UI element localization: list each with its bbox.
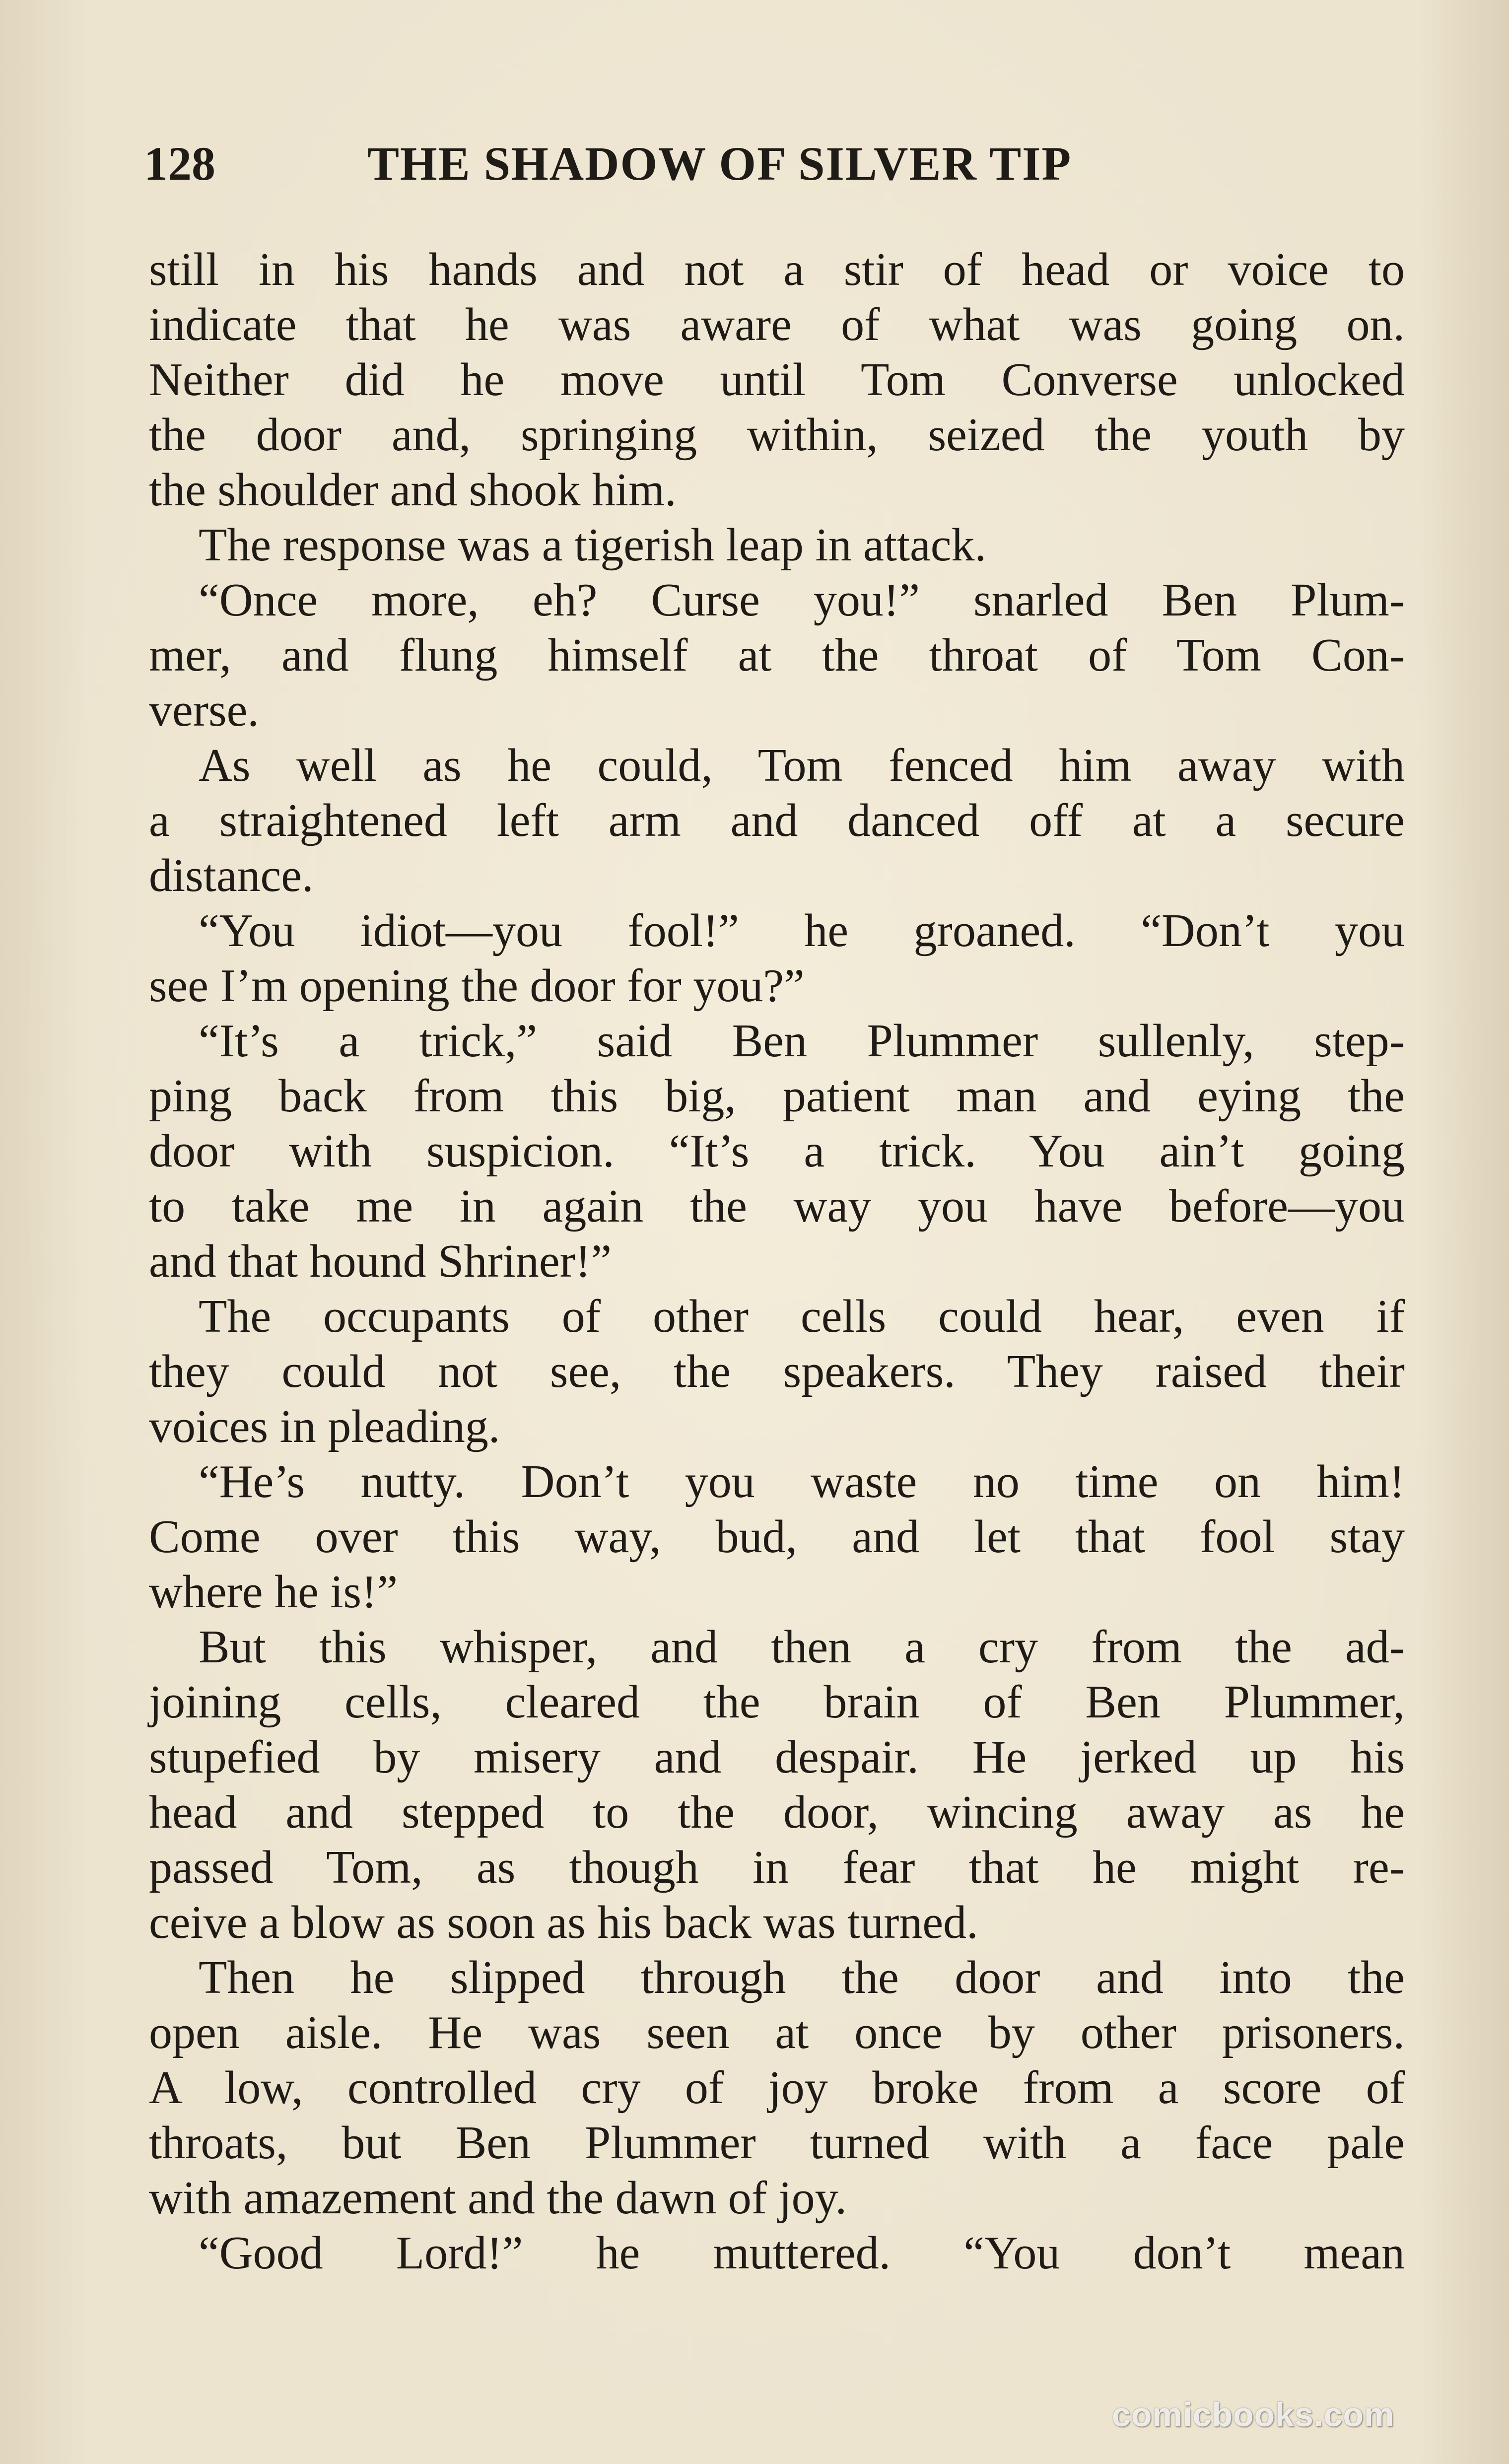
text-line: “Good Lord!” he muttered. “You don’t mean — [199, 2227, 1405, 2279]
running-title: THE SHADOW OF SILVER TIP — [367, 137, 1072, 190]
text-line: Neither did he move until Tom Converse unlocked — [149, 354, 1405, 406]
text-line: throats, but Ben Plummer turned with a face pale — [149, 2117, 1405, 2169]
page-header — [144, 132, 1405, 196]
text-line: stupefied by misery and despair. He jerked up his — [149, 1731, 1405, 1783]
text-line: with amazement and the dawn of joy. — [149, 2172, 847, 2224]
text-line: see I’m opening the door for you?” — [149, 960, 805, 1012]
text-line: still in his hands and not a stir of head or voice to — [149, 244, 1405, 295]
page-number: 128 — [144, 137, 215, 190]
text-line: a straightened left arm and danced off at a secure — [149, 795, 1405, 846]
text-line: the shoulder and shook him. — [149, 464, 677, 516]
text-line: As well as he could, Tom fenced him away with — [199, 740, 1405, 791]
text-line: ping back from this big, patient man and eying the — [149, 1070, 1405, 1122]
text-line: But this whisper, and then a cry from the ad- — [199, 1621, 1405, 1673]
text-line: joining cells, cleared the brain of Ben Plummer, — [149, 1676, 1405, 1728]
text-line: “He’s nutty. Don’t you waste no time on him! — [199, 1456, 1405, 1507]
text-line: mer, and flung himself at the throat of Tom Con- — [149, 629, 1405, 681]
body-text — [149, 242, 1405, 2281]
text-line: Come over this way, bud, and let that fool stay — [149, 1511, 1405, 1563]
text-line: head and stepped to the door, wincing away as he — [149, 1786, 1405, 1838]
text-line: Then he slipped through the door and into the — [199, 1952, 1405, 2003]
text-line: “It’s a trick,” said Ben Plummer sullenly, step- — [199, 1015, 1405, 1067]
text-line: to take me in again the way you have before—you — [149, 1180, 1405, 1232]
text-line: they could not see, the speakers. They raised their — [149, 1346, 1405, 1397]
text-line: passed Tom, as though in fear that he might re- — [149, 1842, 1405, 1893]
watermark: comicbooks.com — [1112, 2396, 1395, 2434]
text-line: verse. — [149, 684, 259, 736]
text-line: voices in pleading. — [149, 1401, 500, 1452]
text-line: door with suspicion. “It’s a trick. You ain’t going — [149, 1125, 1405, 1177]
text-line: The response was a tigerish leap in attack. — [199, 519, 986, 571]
text-line: “You idiot—you fool!” he groaned. “Don’t you — [199, 905, 1405, 957]
text-line: and that hound Shriner!” — [149, 1235, 612, 1287]
text-line: A low, controlled cry of joy broke from a score of — [149, 2062, 1405, 2114]
text-line: distance. — [149, 850, 314, 901]
text-line: The occupants of other cells could hear, even if — [199, 1291, 1405, 1342]
text-line: indicate that he was aware of what was going on. — [149, 299, 1405, 350]
text-line: “Once more, eh? Curse you!” snarled Ben Plum- — [199, 574, 1405, 626]
text-line: the door and, springing within, seized the youth by — [149, 409, 1405, 461]
text-line: where he is!” — [149, 1566, 398, 1618]
text-line: ceive a blow as soon as his back was turned. — [149, 1897, 978, 1948]
text-line: open aisle. He was seen at once by other prisoners. — [149, 2007, 1405, 2058]
